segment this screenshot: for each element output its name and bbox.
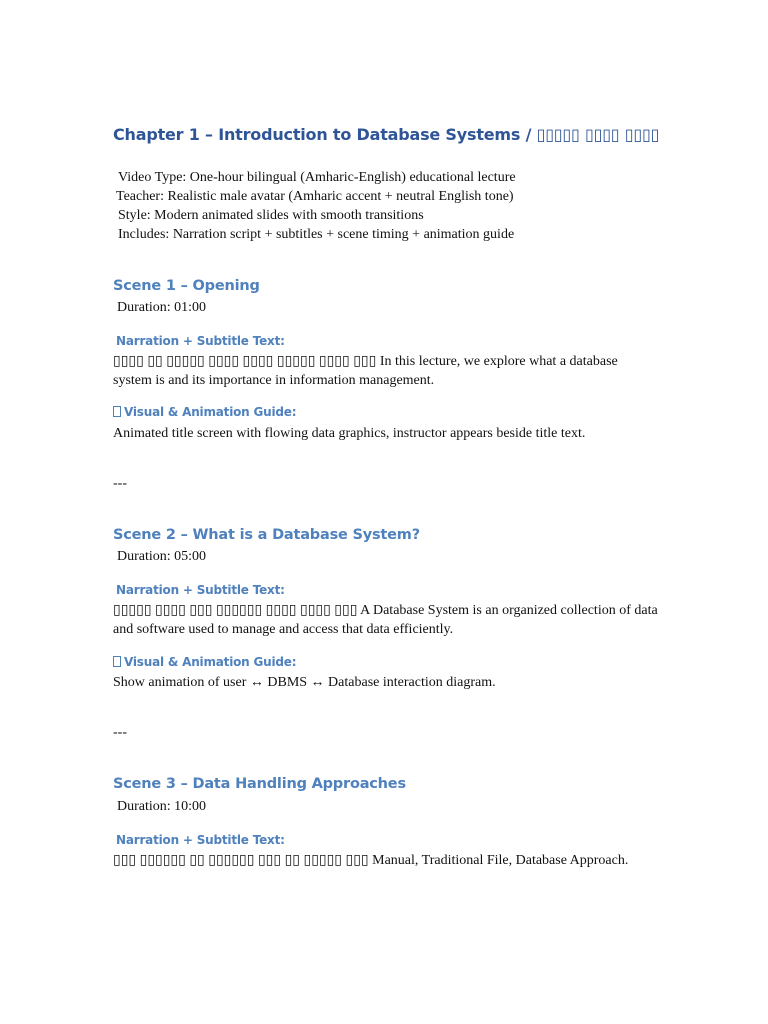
box-glyph-icon <box>113 656 121 667</box>
meta-style: Style: Modern animated slides with smooth transitions <box>118 208 424 223</box>
scene-1-visual-text: Animated title screen with flowing data graphics, instructor appears beside title text. <box>113 426 586 441</box>
separator: --- <box>113 476 127 491</box>
visual-heading-label: Visual & Animation Guide: <box>124 655 297 669</box>
scene-1-heading: Scene 1 – Opening <box>113 278 260 294</box>
scene-1-narration-text: ▯▯▯▯ ▯▯ ▯▯▯▯▯ ▯▯▯▯ ▯▯▯▯ ▯▯▯▯▯ ▯▯▯▯ ▯▯▯ In this lecture, we explore what a database system is and its importance in information management. <box>113 354 618 388</box>
box-glyph-icon <box>113 406 121 417</box>
meta-teacher: Teacher: Realistic male avatar (Amharic accent + neutral English tone) <box>116 189 514 204</box>
scene-3-narration-text: ▯▯▯ ▯▯▯▯▯▯ ▯▯ ▯▯▯▯▯▯ ▯▯▯ ▯▯ ▯▯▯▯▯ ▯▯▯ Manual, Traditional File, Database Approach. <box>113 853 629 868</box>
scene-1-duration: Duration: 01:00 <box>117 300 207 315</box>
visual-heading-label: Visual & Animation Guide: <box>124 405 297 419</box>
scene-1-visual-heading <box>113 405 296 419</box>
separator: --- <box>113 725 127 740</box>
scene-2-visual-heading <box>113 655 296 669</box>
meta-video-type: Video Type: One-hour bilingual (Amharic-English) educational lecture <box>118 170 516 185</box>
scene-2-visual-text: Show animation of user ↔ DBMS ↔ Database interaction diagram. <box>113 675 496 690</box>
scene-2-narration-heading: Narration + Subtitle Text: <box>116 583 285 597</box>
scene-3-narration-heading: Narration + Subtitle Text: <box>116 833 285 847</box>
meta-includes: Includes: Narration script + subtitles + scene timing + animation guide <box>118 227 515 242</box>
chapter-title: Chapter 1 – Introduction to Database Systems / ▯▯▯▯▯ ▯▯▯▯ ▯▯▯▯ <box>113 125 660 144</box>
scene-2-narration-text: ▯▯▯▯▯ ▯▯▯▯ ▯▯▯ ▯▯▯▯▯▯ ▯▯▯▯ ▯▯▯▯ ▯▯▯ A Database System is an organized collection of data and software used to manage and access that data efficiently. <box>113 603 658 637</box>
scene-2-duration: Duration: 05:00 <box>117 549 207 564</box>
scene-1-narration-heading: Narration + Subtitle Text: <box>116 334 285 348</box>
scene-2-heading: Scene 2 – What is a Database System? <box>113 527 420 543</box>
scene-3-heading: Scene 3 – Data Handling Approaches <box>113 776 406 792</box>
scene-3-duration: Duration: 10:00 <box>117 799 207 814</box>
